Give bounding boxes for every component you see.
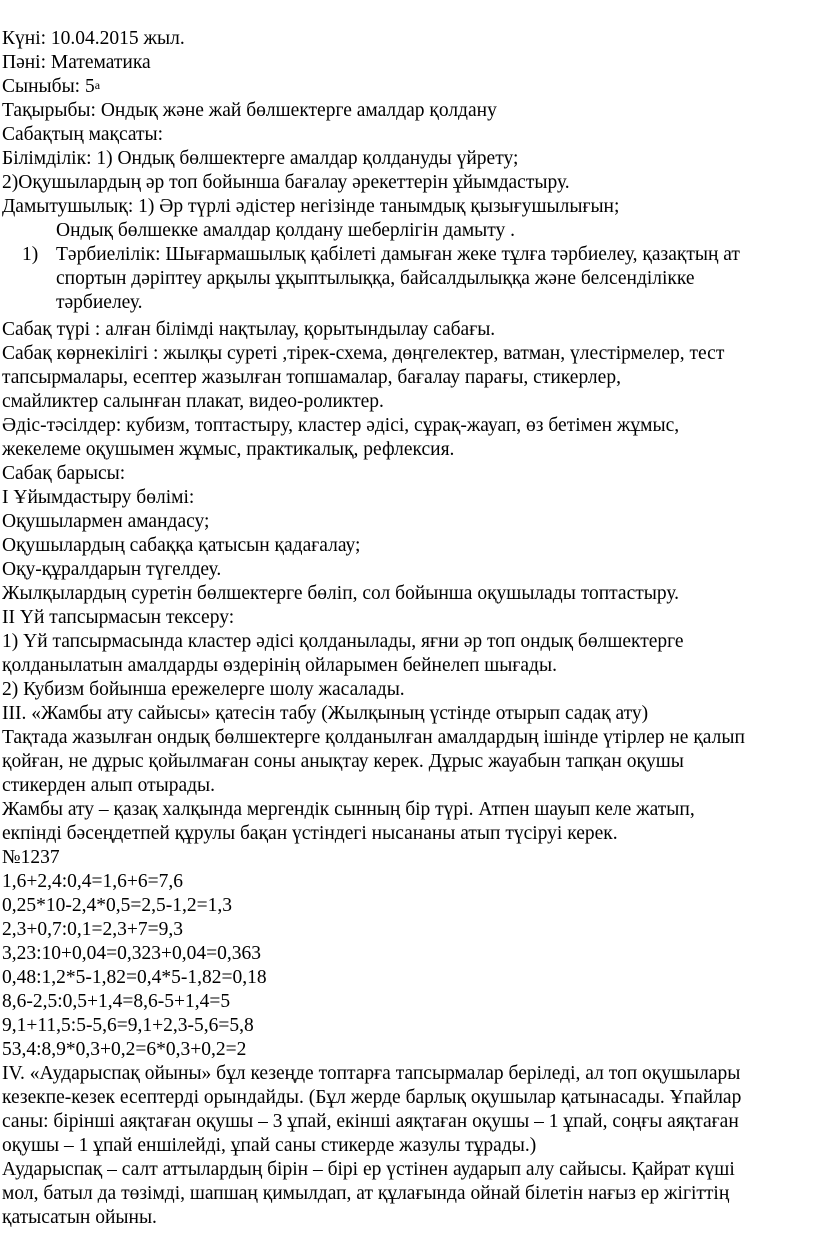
section-4-line: қатысатын ойыны. <box>2 1207 157 1228</box>
section-1-line: Жылқылардың суретін бөлшектерге бөліп, сол бойынша оқушылады топтастыру. <box>2 583 680 604</box>
topic-line: Тақырыбы: Ондық және жай бөлшектерге амалдар қолдану <box>2 100 497 121</box>
developmental-goal-line: Дамытушылық: 1) Әр түрлі әдістер негізінде танымдық қызығушылығын; <box>2 196 620 217</box>
section-3-line: екпінді бәсеңдетпей құрулы бақан үстіндегі нысананы атып түсіруі керек. <box>2 823 618 844</box>
section-2-line: 2) Кубизм бойынша ережелерге шолу жасалады. <box>2 679 405 700</box>
lesson-type-line: Сабақ түрі : алған білімді нақтылау, қорытындылау сабағы. <box>2 319 496 340</box>
class-line <box>2 75 100 99</box>
section-3-line: Тақтада жазылған ондық бөлшектерге қолданылған амалдардың ішінде үтірлер не қалып <box>2 727 745 748</box>
equation-line: 3,23:10+0,04=0,323+0,04=0,363 <box>2 943 262 964</box>
section-3-line: стикерден алып отырады. <box>2 775 216 796</box>
section-3-line: қойған, не дұрыс қойылмаған соны анықтау керек. Дұрыс жауабын тапқан оқушы <box>2 751 684 772</box>
equation-line: 0,25*10-2,4*0,5=2,5-1,2=1,3 <box>2 895 232 916</box>
class-letter: а <box>94 78 101 92</box>
goals-heading: Сабақтың мақсаты: <box>2 124 164 145</box>
section-4-line: Аударыспақ – салт аттылардың бірін – бірі ер үстінен аударып алу сайысы. Қайрат күші <box>2 1159 735 1180</box>
equation-line: 53,4:8,9*0,3+0,2=6*0,3+0,2=2 <box>2 1039 247 1060</box>
equation-line: 9,1+11,5:5-5,6=9,1+2,3-5,6=5,8 <box>2 1015 254 1036</box>
nurturing-goal-line-2: спортын дәріптеу арқылы ұқыптылыққа, байсалдылыққа және белсенділікке <box>56 268 695 289</box>
section-3-title: ІІІ. «Жамбы ату сайысы» қатесін табу (Жылқының үстінде отырып садақ ату) <box>2 703 649 724</box>
section-1-line: Оқушылармен амандасу; <box>2 511 210 532</box>
date-line: Күні: 10.04.2015 жыл. <box>2 28 185 49</box>
educational-goal-line: Білімділік: 1) Ондық бөлшектерге амалдар қолдануды үйрету; <box>2 148 519 169</box>
task-number: №1237 <box>2 847 60 868</box>
section-4-line: кезекпе-кезек есептерді орындайды. (Бұл жерде барлық оқушылар қатынасады. Ұпайлар <box>2 1087 742 1108</box>
class-text: Сыныбы: 5 <box>2 76 95 97</box>
section-1-title: І Ұйымдастыру бөлімі: <box>2 487 195 508</box>
equation-line: 1,6+2,4:0,4=1,6+6=7,6 <box>2 871 184 892</box>
section-4-line: оқушы – 1 ұпай еншілейді, ұпай саны стикерде жазулы тұрады.) <box>2 1135 537 1156</box>
methods-line-2: жекелеме оқушымен жұмыс, практикалық, рефлексия. <box>2 439 455 460</box>
section-4-line: мол, батыл да төзімді, шапшаң қимылдап, ат құлағында ойнай білетін нағыз ер жігіттің <box>2 1183 730 1204</box>
section-2-line: қолданылатын амалдарды өздерінің ойларымен бейнелеп шығады. <box>2 655 557 676</box>
section-1-line: Оқу-құралдарын түгелдеу. <box>2 559 222 580</box>
section-1-line: Оқушылардың сабаққа қатысын қадағалау; <box>2 535 361 556</box>
methods-line: Әдіс-тәсілдер: кубизм, топтастыру, кластер әдісі, сұрақ-жауап, өз бетімен жұмыс, <box>2 415 680 436</box>
nurturing-goal-line-3: тәрбиелеу. <box>56 292 143 313</box>
nurturing-goal-line: Тәрбиелілік: Шығармашылық қабілеті дамыған жеке тұлға тәрбиелеу, қазақтың ат <box>56 244 740 265</box>
visual-aids-line-3: смайликтер салынған плакат, видео-роликтер. <box>2 391 384 412</box>
developmental-goal-line-2: Ондық бөлшекке амалдар қолдану шеберлігін дамыту . <box>56 220 516 241</box>
equation-line: 0,48:1,2*5-1,82=0,4*5-1,82=0,18 <box>2 967 267 988</box>
section-2-title: ІІ Үй тапсырмасын тексеру: <box>2 607 235 628</box>
section-3-line: Жамбы ату – қазақ халқында мергендік сынның бір түрі. Атпен шауып келе жатып, <box>2 799 695 820</box>
equation-line: 2,3+0,7:0,1=2,3+7=9,3 <box>2 919 184 940</box>
lesson-course-heading: Сабақ барысы: <box>2 463 126 484</box>
section-4-line: саны: бірінші аяқтаған оқушы – 3 ұпай, екінші аяқтаған оқушы – 1 ұпай, соңғы аяқтаған <box>2 1111 739 1132</box>
equation-line: 8,6-2,5:0,5+1,4=8,6-5+1,4=5 <box>2 991 231 1012</box>
section-4-title: IV. «Аударыспақ ойыны» бұл кезеңде топтарға тапсырмалар беріледі, ал топ оқушылары <box>2 1063 741 1084</box>
section-2-line: 1) Үй тапсырмасында кластер әдісі қолданылады, яғни әр топ ондық бөлшектерге <box>2 631 684 652</box>
list-number: 1) <box>22 244 39 265</box>
subject-line: Пәні: Математика <box>2 52 151 73</box>
visual-aids-line: Сабақ көрнекілігі : жылқы суреті ,тірек-схема, дөңгелектер, ватман, үлестірмелер, тест <box>2 343 725 364</box>
visual-aids-line-2: тапсырмалары, есептер жазылған топшамалар, бағалау парағы, стикерлер, <box>2 367 621 388</box>
educational-goal-line-2: 2)Оқушылардың әр топ бойынша бағалау әрекеттерін ұйымдастыру. <box>2 172 570 193</box>
